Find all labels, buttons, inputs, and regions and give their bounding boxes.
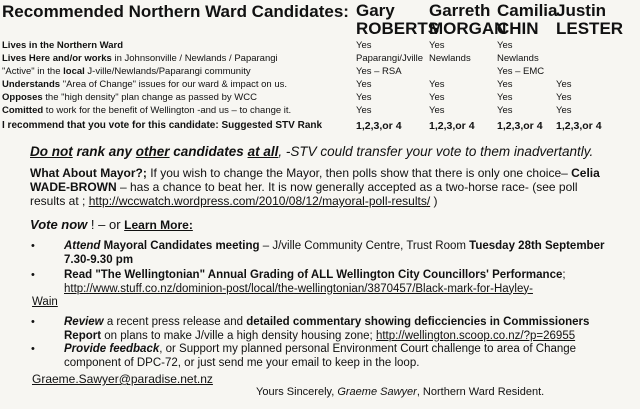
bullet-icon: • xyxy=(31,269,35,281)
candidate-lester xyxy=(556,2,623,38)
page-heading: Recommended Northern Ward Candidates: xyxy=(2,2,349,21)
candidate-roberts xyxy=(356,2,439,38)
criteria-cell: Yes xyxy=(497,92,513,103)
criteria-label: Lives in the Northern Ward xyxy=(2,40,124,51)
vote-now-heading: Vote now ! – or Learn More: xyxy=(30,217,193,232)
candidate-chin xyxy=(497,2,557,38)
criteria-cell: Yes xyxy=(497,40,513,51)
wellingtonian-link-continued xyxy=(32,296,58,310)
criteria-label: Lives Here and/or works in Johnsonville / Newlands / Paparangi xyxy=(2,53,278,64)
candidate-first-name: Camilia xyxy=(497,1,558,20)
criteria-cell: Yes – RSA xyxy=(356,66,402,77)
candidate-last-name: ROBERTS xyxy=(356,19,440,38)
criteria-cell: Yes xyxy=(356,40,372,51)
criteria-cell: Yes xyxy=(356,79,372,90)
email-link[interactable]: Graeme.Sawyer@paradise.net.nz xyxy=(32,372,213,386)
rank-cell: 1,2,3,or 4 xyxy=(556,120,602,132)
rank-cell: 1,2,3,or 4 xyxy=(429,120,475,132)
criteria-cell: Yes xyxy=(356,92,372,103)
criteria-cell: Yes xyxy=(429,79,445,90)
rank-cell: 1,2,3,or 4 xyxy=(356,120,402,132)
bullet-review-press: Review a recent press release and detailed commentary showing deficciencies in Commissioners Report on plans to make J/ville a high density housing zone; http://wellington.scoop.co.nz/?p=26955 xyxy=(64,316,590,342)
signoff: Yours Sincerely, Graeme Sawyer, Northern Ward Resident. xyxy=(256,386,545,398)
bullet-read-grading: Read "The Wellingtonian" Annual Grading of ALL Wellington City Councillors' Performance; http://www.stuff.co.nz/dominion-post/local/the-wellingtonian/3870457/Black-mark-for-Hayley- xyxy=(64,269,566,295)
bullet-icon: • xyxy=(31,316,35,328)
candidate-last-name: MORGAN xyxy=(429,19,507,38)
candidate-last-name: CHIN xyxy=(497,19,539,38)
criteria-label: Opposes the "high density" plan change as passed by WCC xyxy=(2,92,257,103)
learn-more-link[interactable]: Learn More: xyxy=(124,218,193,232)
criteria-cell: Yes xyxy=(497,105,513,116)
criteria-cell: Yes xyxy=(556,79,572,90)
criteria-cell: Yes xyxy=(429,105,445,116)
candidate-morgan xyxy=(429,2,506,38)
criteria-cell: Newlands xyxy=(429,53,471,64)
bullet-provide-feedback: Provide feedback, or Support my planned personal Environment Court challenge to area of Change component of DPC-72, or just send me your email to keep in the loop. xyxy=(64,343,577,369)
candidate-first-name: Garreth xyxy=(429,1,491,20)
criteria-cell: Yes – EMC xyxy=(497,66,545,77)
criteria-cell: Newlands xyxy=(497,53,539,64)
contact-email[interactable] xyxy=(32,372,213,386)
criteria-cell: Yes xyxy=(497,79,513,90)
bullet-icon: • xyxy=(31,343,35,355)
wellingtonian-link-end[interactable]: Wain xyxy=(32,296,58,308)
scoop-link[interactable]: http://wellington.scoop.co.nz/?p=26955 xyxy=(375,329,576,342)
candidate-first-name: Gary xyxy=(356,1,395,20)
dont-rank-warning: Do not rank any other candidates at all, -STV could transfer your vote to them inadvertantly. xyxy=(30,144,594,159)
mayor-question: What About Mayor?; xyxy=(30,166,147,180)
criteria-cell: Yes xyxy=(429,92,445,103)
criteria-label: Understands "Area of Change" issues for our ward & impact on us. xyxy=(2,79,288,90)
wellingtonian-link[interactable]: http://www.stuff.co.nz/dominion-post/local/the-wellingtonian/3870457/Black-mark-for-Hayley- xyxy=(64,282,533,295)
criteria-label: "Active" in the local J-ville/Newlands/Paparangi community xyxy=(2,66,251,77)
candidate-last-name: LESTER xyxy=(556,19,624,38)
criteria-cell: Yes xyxy=(356,105,372,116)
criteria-cell: Yes xyxy=(556,105,572,116)
criteria-cell: Paparangi/Jville xyxy=(356,53,424,64)
criteria-label: Comitted to work for the benefit of Wellington -and us – to change it. xyxy=(2,105,292,116)
candidate-first-name: Justin xyxy=(556,1,607,20)
recommend-label: I recommend that you vote for this candidate: Suggested STV Rank xyxy=(2,120,323,131)
criteria-cell: Yes xyxy=(556,92,572,103)
bullet-icon: • xyxy=(31,240,35,252)
mayor-paragraph: What About Mayor?; If you wish to change the Mayor, then polls show that there is only one choice– Celia WADE-BROWN – has a chance to beat her. It is now generally accepted as a two-horse race- (see poll results at ; http://wccwatch.wordpress.com/2010/08/12/mayoral-poll-results/ ) xyxy=(30,166,600,208)
criteria-cell: Yes xyxy=(429,40,445,51)
bullet-attend-meeting: Attend Mayoral Candidates meeting – J/ville Community Centre, Trust Room Tuesday 28th September 7.30-9.30 pm xyxy=(64,240,605,266)
rank-cell: 1,2,3,or 4 xyxy=(497,120,543,132)
mayoral-poll-link[interactable]: http://wccwatch.wordpress.com/2010/08/12/mayoral-poll-results/ xyxy=(88,194,431,208)
